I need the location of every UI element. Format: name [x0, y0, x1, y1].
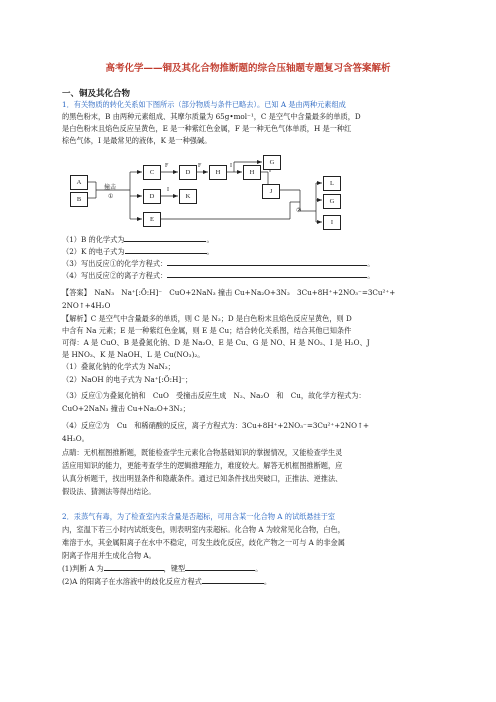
- q1-sub3: （3）写出反应①的化学方程式： 。: [62, 259, 375, 268]
- box-G2: G: [323, 194, 341, 209]
- label-F-2: F: [198, 163, 202, 169]
- q1-analysis-line-1: 【解析】C 是空气中含量最多的单质，则 C 是 N₂；D 是白色粉末且焰色反应呈黄色，则 D: [62, 314, 352, 323]
- box-K: K: [179, 189, 197, 204]
- box-I: I: [323, 215, 341, 230]
- label-reaction-1: ①: [108, 194, 114, 200]
- box-H2: H: [243, 165, 261, 180]
- q2-stem-line-4: 阴离子作用并生成化合物 A。: [62, 551, 156, 560]
- box-E: E: [143, 212, 161, 227]
- label-F-1: F: [165, 163, 169, 169]
- q1-explain-4-line-1: （4）反应②为 Cu 和稀硝酸的反应，离子方程式为：3Cu+8H⁺+2NO₃⁻=3Cu²⁺+2NO↑+: [62, 421, 370, 430]
- q1-stem-line-4: 棕色气体，I 是最常见的液体，K 是一种强碱。: [62, 136, 212, 145]
- q1-explain-3-line-1: （3）反应①为叠氮化钠和 CuO 受撞击反应生成 N₂、Na₂O 和 Cu，故化学方程式为：: [62, 391, 366, 400]
- page-title: 高考化学——铜及其化合物推断题的综合压轴题专题复习含答案解析: [105, 63, 391, 74]
- q2-stem-line-2: 内，室温下若三小时内试纸变色，则表明室内汞超标。化合物 A 为较常见化合物，白色，: [62, 525, 345, 534]
- box-B: B: [70, 192, 88, 207]
- q1-note-line-2: 活应用知识的能力，更能考查学生的逻辑推理能力，难度较大。解答无机框图推断题，应: [62, 461, 343, 470]
- box-A: A: [70, 175, 88, 190]
- q2-stem-line-3: 难溶于水，其金属阳离子在水中不稳定，可发生歧化反应，歧化产物之一可与 A 的非金属: [62, 538, 345, 547]
- q1-note-line-3: 认真分析题干，找出明显条件和隐蔽条件。通过已知条件找出突破口，正推法、逆推法、: [62, 474, 343, 483]
- q1-analysis-line-4: 是 HNO₃、K 是 NaOH、L 是 Cu(NO₃)₂。: [62, 350, 205, 359]
- box-C: C: [143, 165, 161, 180]
- q1-answer-line-1: 【答案】 NaN₃ Na⁺[:Ö:H]⁻ CuO+2NaN₃ 撞击 Cu+Na₂O+3N₂ 3Cu+8H⁺+2NO₃⁻=3Cu²⁺+: [62, 288, 396, 297]
- q1-stem-line-3: 是白色粉末且焰色反应呈黄色，E 是一种紫红色金属，F 是一种无色气体单质，H 是一种红: [62, 124, 352, 133]
- box-L: L: [323, 176, 341, 191]
- section-heading: 一、铜及其化合物: [62, 89, 131, 99]
- q1-note-line-4: 假设法、猜测法等得出结论。: [62, 487, 156, 496]
- label-reaction-2: ②: [296, 208, 302, 214]
- q1-stem-line-1: 1．有关物质的转化关系如下图所示（部分物质与条件已略去）。已知 A 是由两种元素组成: [62, 100, 346, 109]
- q1-answer-line-2: 2NO↑+4H₂O: [62, 301, 111, 310]
- q1-sub4: （4）写出反应②的离子方程式： 。: [62, 271, 375, 280]
- q1-sub1: （1）B 的化学式为 。: [62, 235, 214, 244]
- box-D2: D: [179, 165, 197, 180]
- q1-stem-line-2: 的黑色粉末，B 由两种元素组成、其摩尔质量为 65g•mol⁻¹，C 是空气中含量最多的单质，D: [62, 112, 361, 121]
- q1-analysis-line-2: 中含有 Na 元素；E 是一种紫红色金属，则 E 是 Cu；结合转化关系图，结合其他已知条件: [62, 326, 352, 335]
- q1-note-line-1: 点睛：无机框图推断题，既能检查学生元素化合物基础知识的掌握情况，又能检查学生灵: [62, 448, 343, 457]
- q2-sub2: (2)A 的阳离子在水溶液中的歧化反应方程式 。: [62, 577, 272, 586]
- q1-explain-2: （2）NaOH 的电子式为 Na⁺[:Ö:H]⁻；: [62, 375, 193, 384]
- q2-sub1: (1)判断 A 为 ，键型 。: [62, 564, 263, 573]
- label-I-1: I: [167, 187, 169, 193]
- q1-explain-4-line-2: 4H₂O。: [62, 434, 89, 443]
- box-H: H: [209, 165, 227, 180]
- q1-explain-3-line-2: CuO+2NaN₃ 撞击 Cu+Na₂O+3N₂；: [62, 404, 190, 413]
- box-G: G: [263, 155, 281, 170]
- q1-analysis-line-3: 可得：A 是 CuO、B 是叠氮化钠、D 是 Na₂O、E 是 Cu、G 是 NO、H 是 NO₂、I 是 H₂O、J: [62, 338, 370, 347]
- q1-explain-1: （1）叠氮化钠的化学式为 NaN₃；: [62, 362, 175, 371]
- q2-stem-line-1: 2．汞蒸气有毒，为了检查室内汞含量是否超标，可用含某一化合物 A 的试纸悬挂于室: [62, 512, 336, 521]
- box-D: D: [143, 189, 161, 204]
- label-strike: 撞击: [104, 185, 117, 191]
- q1-sub2: （2）K 的电子式为 。: [62, 247, 214, 256]
- box-J: J: [262, 184, 280, 199]
- label-I-2: I: [230, 163, 232, 169]
